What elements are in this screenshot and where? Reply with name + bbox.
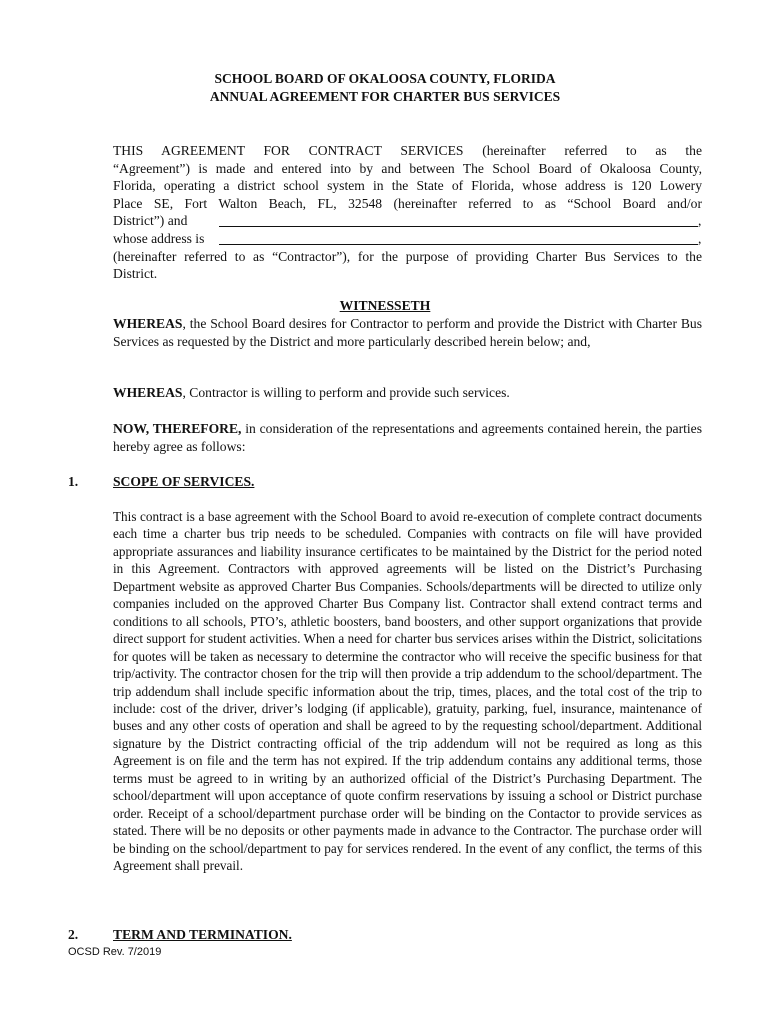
section-1-body: This contract is a base agreement with the School Board to avoid re-execution of complete contract documents each time a charter bus trip needs to be scheduled. Companies with contracts on file will have provided appropriate assurances and liability insurance certificates to be maintained by the District for the period noted in this Agreement. Contractors with approved agreements will be listed on the District’s Purchasing Department website as approved Charter Bus Companies. Schools/departments will be directed to utilize only companies included on the approved Charter Bus Company list. Contractor shall extend contract terms and conditions to all schools, PTO’s, athletic boosters, band boosters, and other support organizations that provide direct support for student activities. When a need for charter bus services arises within the District, solicitations for quotes will be taken as necessary to determine the contractor who will receive the specific business for that trip/activity. The contractor chosen for the trip will then provide a trip addendum to the school/department. The trip addendum shall include specific information about the trip, times, places, and the total cost of the trip to include: cost of the driver, driver’s lodging (if applicable), gratuity, parking, fuel, insurance, maintenance of buses and any other costs of operation and shall be agreed to by the requesting school/department. Additional signature by the District contracting official of the trip addendum will not be required as long as this Agreement is on file and the term has not expired. If the trip addendum contains any additional terms, those terms must be agreed to in writing by an authorized official of the District’s Purchasing Department. The school/department will upon acceptance of quote confirm reservations by issuing a school or District purchase order. Receipt of a school/department purchase order will be binding on the Contactor to provide services as stated. There will be no deposits or other payments made in advance to the Contractor. The purchase order will be binding on the school/department to pay for services rendered. In the event of any conflict, the terms of this Agreement shall prevail. <box>113 509 702 874</box>
intro-line: Place SE, Fort Walton Beach, FL, 32548 (hereinafter referred to as “School Board and/or <box>113 195 702 211</box>
whereas-label: WHEREAS <box>113 316 183 331</box>
section-2-title: TERM AND TERMINATION. <box>113 927 292 942</box>
intro-line: (hereinafter referred to as “Contractor”), for the purpose of providing Charter Bus Services to the <box>113 248 702 264</box>
section-1-title: SCOPE OF SERVICES. <box>113 474 255 489</box>
document-title-line-1: SCHOOL BOARD OF OKALOOSA COUNTY, FLORIDA <box>214 71 556 86</box>
contractor-name-line <box>113 212 702 230</box>
comma: , <box>698 230 702 246</box>
whereas-text: , Contractor is willing to perform and provide such services. <box>182 385 510 400</box>
document-title-line-2: ANNUAL AGREEMENT FOR CHARTER BUS SERVICES <box>209 89 561 104</box>
footer-revision: OCSD Rev. 7/2019 <box>68 946 162 958</box>
intro-line: “Agreement”) is made and entered into by and between The School Board of Okaloosa County, <box>113 160 702 176</box>
contractor-address-line <box>113 230 702 248</box>
intro-paragraph <box>113 142 702 283</box>
now-therefore-text: in consideration of the representations and agreements contained herein, the parties hereby agree as follows: <box>113 421 702 454</box>
whereas-paragraph-1 <box>113 315 702 350</box>
section-2-number: 2. <box>68 927 79 942</box>
contractor-name-label: District”) and <box>113 213 188 229</box>
now-therefore-paragraph <box>113 420 702 455</box>
intro-line: THIS AGREEMENT FOR CONTRACT SERVICES (hereinafter referred to as the <box>113 143 702 158</box>
comma: , <box>698 213 702 229</box>
intro-line: District. <box>113 266 158 282</box>
now-therefore-label: NOW, THEREFORE, <box>113 421 242 436</box>
whereas-paragraph-2 <box>113 384 702 402</box>
whereas-label: WHEREAS <box>113 385 183 400</box>
witnesseth-heading: WITNESSETH <box>339 298 431 313</box>
contractor-address-label: whose address is <box>113 230 205 246</box>
section-1-number: 1. <box>68 474 79 489</box>
contractor-name-blank[interactable] <box>219 214 698 227</box>
contractor-address-blank[interactable] <box>219 232 698 245</box>
whereas-text: , the School Board desires for Contractor to perform and provide the District with Charter Bus Services as requested by the District and more particularly described herein below; and, <box>113 316 702 349</box>
intro-line: Florida, operating a district school system in the State of Florida, whose address is 120 Lowery <box>113 178 702 194</box>
